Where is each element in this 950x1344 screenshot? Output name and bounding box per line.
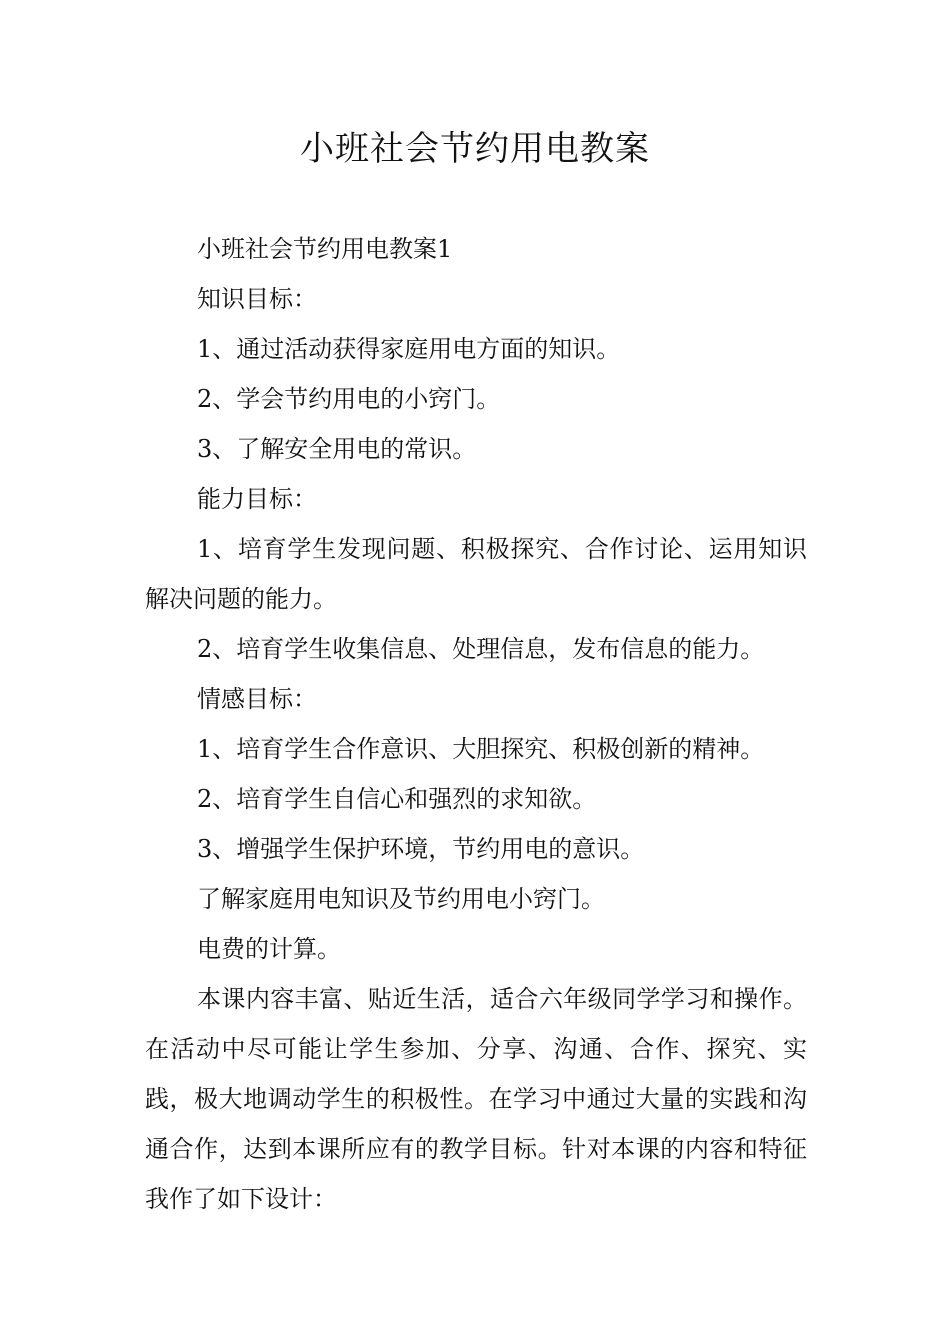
document-title: 小班社会节约用电教案	[300, 129, 650, 169]
paragraph-knowledge-goal-1: 1、通过活动获得家庭用电方面的知识。	[197, 335, 621, 363]
paragraph-emotion-goal-3: 3、增强学生保护环境，节约用电的意识。	[197, 835, 645, 863]
paragraph-knowledge-goal-3: 3、了解安全用电的常识。	[197, 435, 477, 463]
paragraph-emotion-goals-heading: 情感目标：	[197, 685, 317, 713]
paragraph-section-heading: 小班社会节约用电教案1	[197, 235, 453, 263]
paragraph-key-point: 了解家庭用电知识及节约用电小窍门。	[197, 885, 605, 913]
paragraph-course-description: 本课内容丰富、贴近生活，适合六年级同学学习和操作。在活动中尽可能让学生参加、分享、沟通、合作、探究、实践，极大地调动学生的积极性。在学习中通过大量的实践和沟通合作，达到本课所应有的教学目标。针对本课的内容和特征我作了如下设计：	[145, 985, 807, 1213]
paragraph-emotion-goal-1: 1、培育学生合作意识、大胆探究、积极创新的精神。	[197, 735, 765, 763]
paragraph-emotion-goal-2: 2、培育学生自信心和强烈的求知欲。	[197, 785, 597, 813]
paragraph-ability-goal-1: 1、培育学生发现问题、积极探究、合作讨论、运用知识解决问题的能力。	[145, 535, 807, 613]
paragraph-knowledge-goals-heading: 知识目标：	[197, 285, 317, 313]
document-body	[145, 224, 807, 1224]
paragraph-knowledge-goal-2: 2、学会节约用电的小窍门。	[197, 385, 501, 413]
paragraph-difficult-point: 电费的计算。	[197, 935, 341, 963]
paragraph-ability-goals-heading: 能力目标：	[197, 485, 317, 513]
paragraph-ability-goal-2: 2、培育学生收集信息、处理信息，发布信息的能力。	[197, 635, 765, 663]
